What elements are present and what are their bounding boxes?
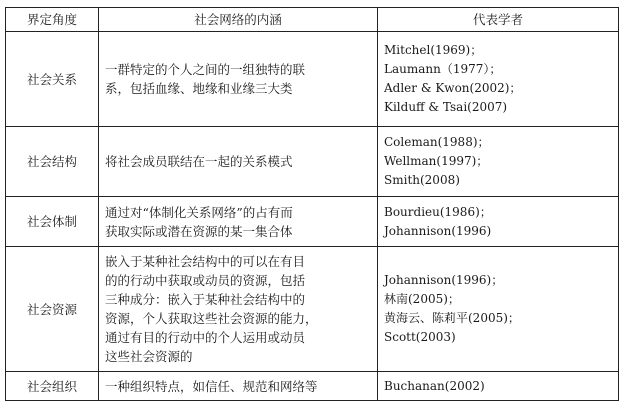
scholar-entry: Adler & Kwon(2002)；	[384, 81, 522, 95]
meaning-cell	[99, 127, 378, 197]
meaning-line: 这些社会资源的	[105, 349, 193, 364]
scholars-cell	[378, 247, 619, 372]
table-row	[6, 247, 619, 372]
meaning-line: 将社会成员联结在一起的关系模式	[105, 154, 293, 169]
meaning-line: 资源，个人获取这些社会资源的能力，	[105, 311, 318, 326]
header-meaning: 社会网络的内涵	[99, 8, 378, 32]
meaning-cell	[99, 247, 378, 372]
scholar-entry: Kilduff & Tsai(2007)	[384, 100, 508, 114]
scholars-cell	[378, 372, 619, 401]
table-row	[6, 372, 619, 401]
scholar-entry: Johannison(1996)	[384, 223, 492, 238]
dimension-cell: 社会关系	[6, 32, 99, 127]
scholar-entry: Johannison(1996)；	[384, 273, 504, 287]
scholars-cell	[378, 32, 619, 127]
meaning-line: 三种成分：嵌入于某种社会结构中的	[105, 292, 306, 307]
scholar-entry: Smith(2008)	[384, 173, 460, 187]
scholar-entry: 林南(2005)；	[384, 292, 460, 306]
scholar-entry: Bourdieu(1986)；	[384, 204, 492, 219]
dimension-cell: 社会组织	[6, 372, 99, 401]
meaning-line: 一种组织特点，如信任、规范和网络等	[105, 378, 318, 394]
scholars-cell	[378, 127, 619, 197]
dimension-cell: 社会结构	[6, 127, 99, 197]
table-header-row	[6, 8, 619, 32]
meaning-line: 系，包括血缘、地缘和业缘三大类	[105, 81, 293, 96]
table-row	[6, 127, 619, 197]
meaning-line: 通过有目的行动中的个人运用或动员	[105, 330, 306, 345]
meaning-cell	[99, 32, 378, 127]
social-network-definition-table	[5, 7, 619, 401]
table-row	[6, 197, 619, 247]
header-dimension: 界定角度	[6, 8, 99, 32]
scholar-entry: 黄海云、陈莉平(2005)；	[384, 311, 520, 325]
meaning-line: 一群特定的个人之间的一组独特的联	[105, 62, 306, 77]
scholars-cell	[378, 197, 619, 247]
scholar-entry: Coleman(1988)；	[384, 135, 490, 149]
meaning-line: 嵌入于某种社会结构中的可以在有目	[105, 254, 306, 269]
scholar-entry: Scott(2003)	[384, 330, 456, 344]
scholar-entry: Buchanan(2002)	[384, 378, 485, 393]
meaning-line: 的的行动中获取或动员的资源，包括	[105, 273, 306, 288]
dimension-cell: 社会体制	[6, 197, 99, 247]
meaning-cell	[99, 197, 378, 247]
scholar-entry: Wellman(1997)；	[384, 154, 489, 168]
meaning-line: 通过对“体制化关系网络”的占有而	[105, 204, 293, 220]
table-row	[6, 32, 619, 127]
scholar-entry: Mitchel(1969)；	[384, 43, 483, 57]
meaning-cell	[99, 372, 378, 401]
meaning-line: 获取实际或潜在资源的某一集合体	[105, 223, 293, 239]
scholar-entry: Laumann（1977）；	[384, 62, 502, 76]
dimension-cell: 社会资源	[6, 247, 99, 372]
header-scholars: 代表学者	[378, 8, 619, 32]
